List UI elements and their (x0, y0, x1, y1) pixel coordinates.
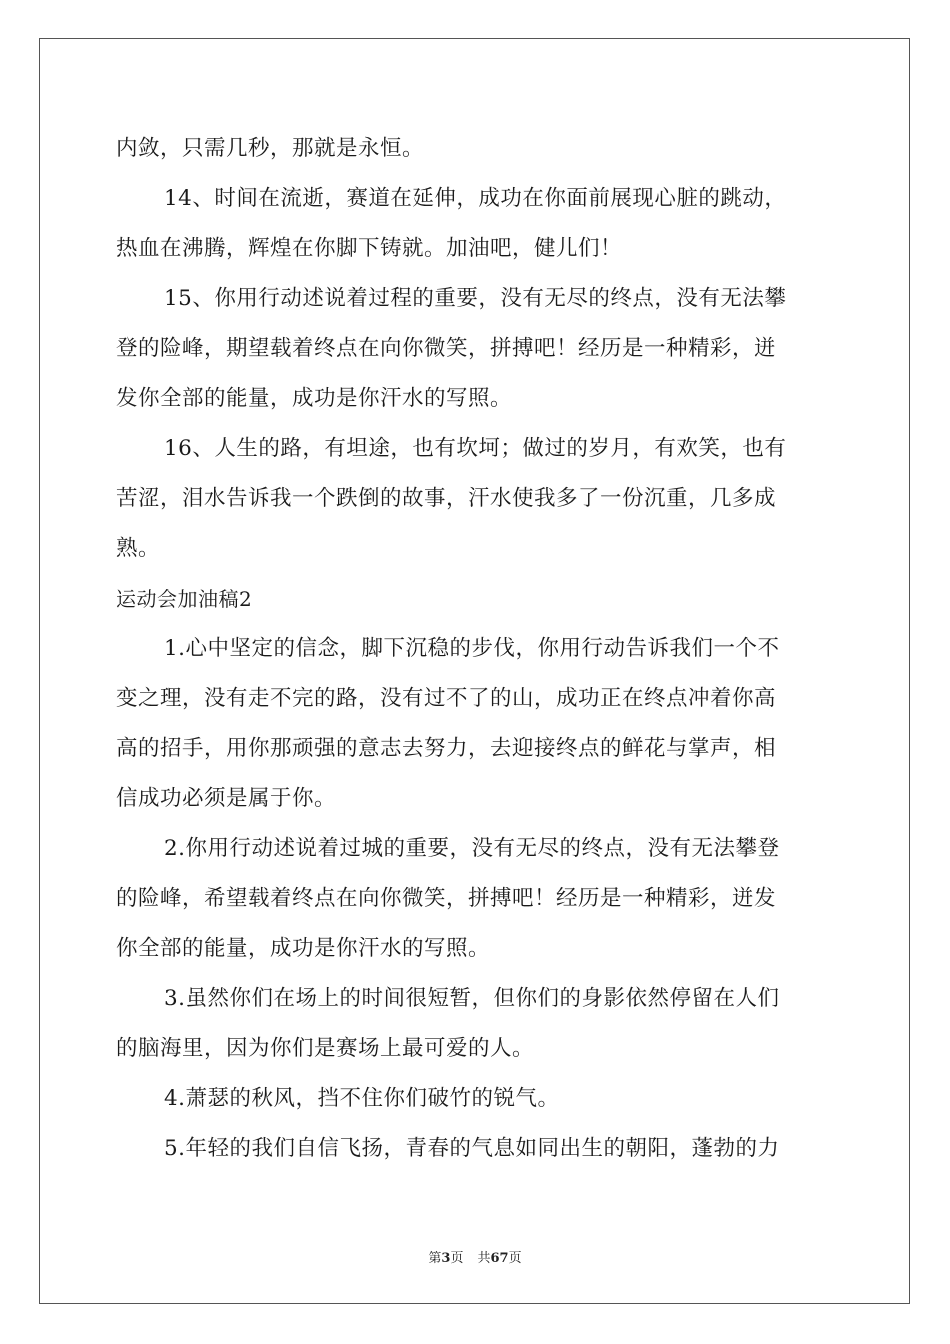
text-line: 4.萧瑟的秋风，挡不住你们破竹的锐气。 (164, 1086, 560, 1111)
text-line: 14、时间在流逝，赛道在延伸，成功在你面前展现心脏的跳动， (164, 186, 787, 211)
text-line: 内敛，只需几秒，那就是永恒。 (116, 136, 425, 161)
text-line: 登的险峰，期望载着终点在向你微笑，拼搏吧！经历是一种精彩，迸 (116, 336, 777, 361)
total-pages: 67 (490, 1251, 509, 1266)
text-line: 5.年轻的我们自信飞扬，青春的气息如同出生的朝阳，蓬勃的力 (164, 1136, 780, 1161)
total-suffix: 页 (508, 1251, 522, 1266)
text-line: 16、人生的路，有坦途，也有坎坷；做过的岁月，有欢笑，也有 (164, 436, 787, 461)
text-line: 15、你用行动述说着过程的重要，没有无尽的终点，没有无法攀 (164, 286, 787, 311)
text-line: 1.心中坚定的信念，脚下沉稳的步伐，你用行动告诉我们一个不 (164, 636, 780, 661)
page-number: 3 (441, 1251, 451, 1266)
text-line: 高的招手，用你那顽强的意志去努力，去迎接终点的鲜花与掌声，相 (116, 736, 777, 761)
page-prefix: 第 (428, 1251, 442, 1266)
section-heading: 运动会加油稿2 (116, 587, 253, 611)
text-line: 熟。 (116, 536, 161, 561)
total-prefix: 共 (477, 1251, 491, 1266)
text-line: 发你全部的能量，成功是你汗水的写照。 (116, 386, 513, 411)
text-line: 3.虽然你们在场上的时间很短暂，但你们的身影依然停留在人们 (164, 986, 780, 1011)
text-line: 你全部的能量，成功是你汗水的写照。 (116, 936, 491, 961)
page-suffix: 页 (450, 1251, 464, 1266)
text-line: 变之理，没有走不完的路，没有过不了的山，成功正在终点冲着你高 (116, 686, 777, 711)
text-line: 苦涩，泪水告诉我一个跌倒的故事，汗水使我多了一份沉重，几多成 (116, 486, 777, 511)
text-line: 热血在沸腾，辉煌在你脚下铸就。加油吧，健儿们！ (116, 236, 623, 261)
text-line: 信成功必须是属于你。 (116, 786, 337, 811)
document-body (116, 124, 832, 1174)
text-line: 的险峰，希望载着终点在向你微笑，拼搏吧！经历是一种精彩，迸发 (116, 886, 777, 911)
text-line: 的脑海里，因为你们是赛场上最可爱的人。 (116, 1036, 535, 1061)
page-footer (0, 1247, 950, 1266)
text-line: 2.你用行动述说着过城的重要，没有无尽的终点，没有无法攀登 (164, 836, 780, 861)
